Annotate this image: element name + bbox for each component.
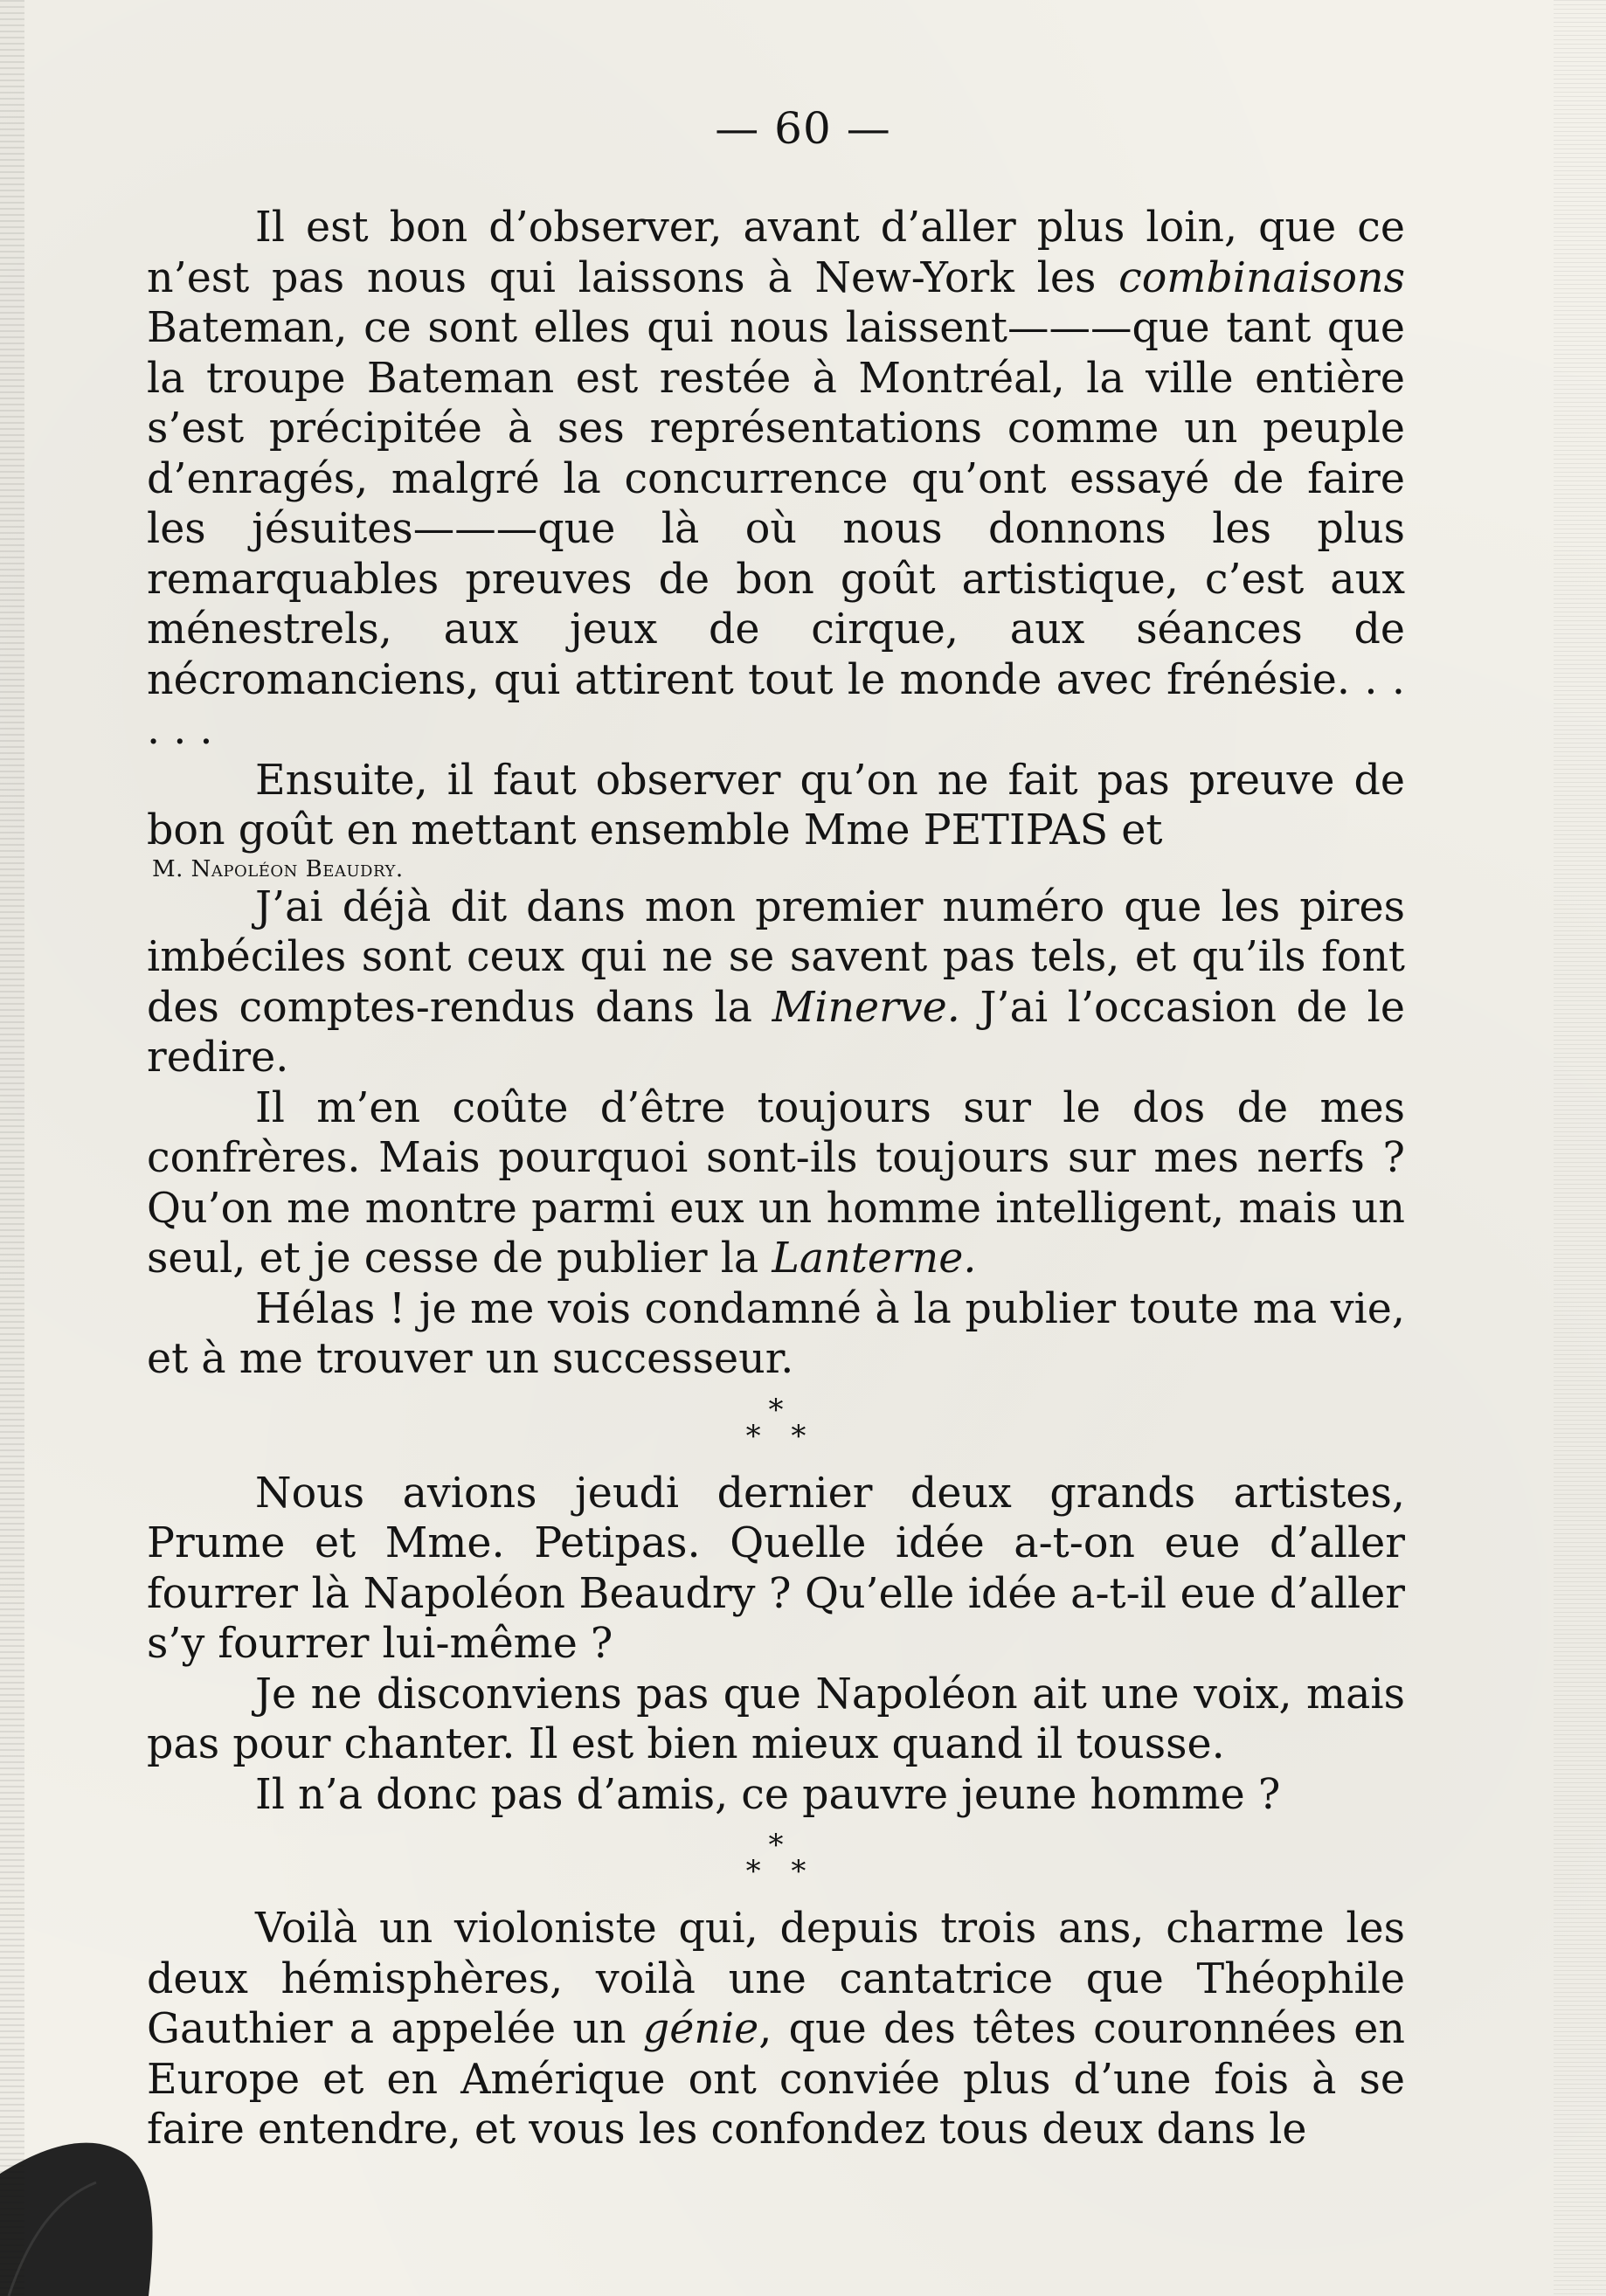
paragraph-p1 (147, 203, 1405, 756)
body-text (147, 203, 1405, 2155)
text-run: Voilà un violoniste qui, depuis trois ans, charme les deux hémisphères, voilà une cantatrice que Théophile Gauthier a appelée un (147, 1905, 1405, 2053)
asterism-divider (147, 1385, 1405, 1469)
page-edge-left (0, 0, 24, 2296)
page-edge-right (1554, 0, 1606, 2296)
italic-text: combinaisons (1118, 253, 1405, 302)
paragraph-p4 (147, 1083, 1405, 1284)
asterism-top: * (768, 1828, 784, 1863)
italic-text: Minerve. (772, 983, 960, 1032)
asterism-bottom: * * (745, 1418, 817, 1454)
asterism-divider (147, 1820, 1405, 1904)
section-2 (147, 1469, 1405, 1821)
paragraph-p8 (147, 1770, 1405, 1821)
italic-text: génie (642, 2005, 759, 2053)
text-run: Il m’en coûte d’être toujours sur le dos de mes confrères. Mais pourquoi sont-ils toujours sur mes nerfs ? Qu’on me montre parmi eux un homme intelligent, mais un seul, et je cesse de publier la (147, 1083, 1405, 1283)
paragraph-p5 (147, 1284, 1405, 1385)
page-number: — 60 — (715, 103, 891, 154)
text-run: J’ai déjà dit dans mon premier numéro que les pires imbéciles sont ceux qui ne se savent pas tels, et qu’ils font des comptes-rendus dans la (147, 882, 1405, 1032)
text-run: Hélas ! je me vois condamné à la publier toute ma vie, et à me trouver un successeur. (147, 1284, 1405, 1383)
paragraph-p7 (147, 1670, 1405, 1770)
text-run: J’ai l’occasion de le redire. (147, 983, 1405, 1082)
italic-text: Lanterne. (772, 1234, 977, 1283)
paragraph-p3 (147, 882, 1405, 1083)
text-run: Je ne disconviens pas que Napoléon ait une voix, mais pas pour chanter. Il est bien mieux quand il tousse. (147, 1670, 1405, 1768)
text-run: Il est bon d’observer, avant d’aller plus loin, que ce n’est pas nous qui laissons à New-York les (147, 204, 1405, 302)
paragraph-p6 (147, 1469, 1405, 1670)
text-run: , que des têtes couronnées en Europe et en Amérique ont conviée plus d’une fois à se faire entendre, et vous les confondez tous deux dans le (147, 2005, 1405, 2154)
asterism-bottom: * * (745, 1854, 817, 1889)
text-run: Nous avions jeudi dernier deux grands artistes, Prume et Mme. Petipas. Quelle idée a-t-on eue d’aller fourrer là Napoléon Beaudry ? Qu’elle idée a-t-il eue d’aller s’y fourrer lui-même ? (147, 1469, 1405, 1668)
asterism-top: * (768, 1392, 784, 1428)
paragraph-p9 (147, 1904, 1405, 2155)
section-1 (147, 882, 1405, 1385)
text-run: Il n’a donc pas d’amis, ce pauvre jeune homme ? (255, 1770, 1281, 1819)
section-3 (147, 1904, 1405, 2155)
signature-line: M. Napoléon Beaudry. (152, 855, 404, 882)
text-run: Ensuite, il faut observer qu’on ne fait pas preuve de bon goût en mettant ensemble Mme PETIPAS et (147, 756, 1405, 854)
paragraph-p2 (147, 756, 1405, 856)
intro-section (147, 203, 1405, 856)
text-run: Bateman, ce sont elles qui nous laissent———que tant que la troupe Bateman est restée à Montréal, la ville entière s’est précipitée à ses représentations comme un peuple d’enragés, malgré la concurrence qu’ont essayé de faire les jésuites———que là où nous donnons les plus remarquables preuves de bon goût artistique, c’est aux ménestrels, aux jeux de cirque, aux séances de nécromanciens, qui attirent tout le monde avec frénésie. . . . . . (147, 304, 1405, 754)
